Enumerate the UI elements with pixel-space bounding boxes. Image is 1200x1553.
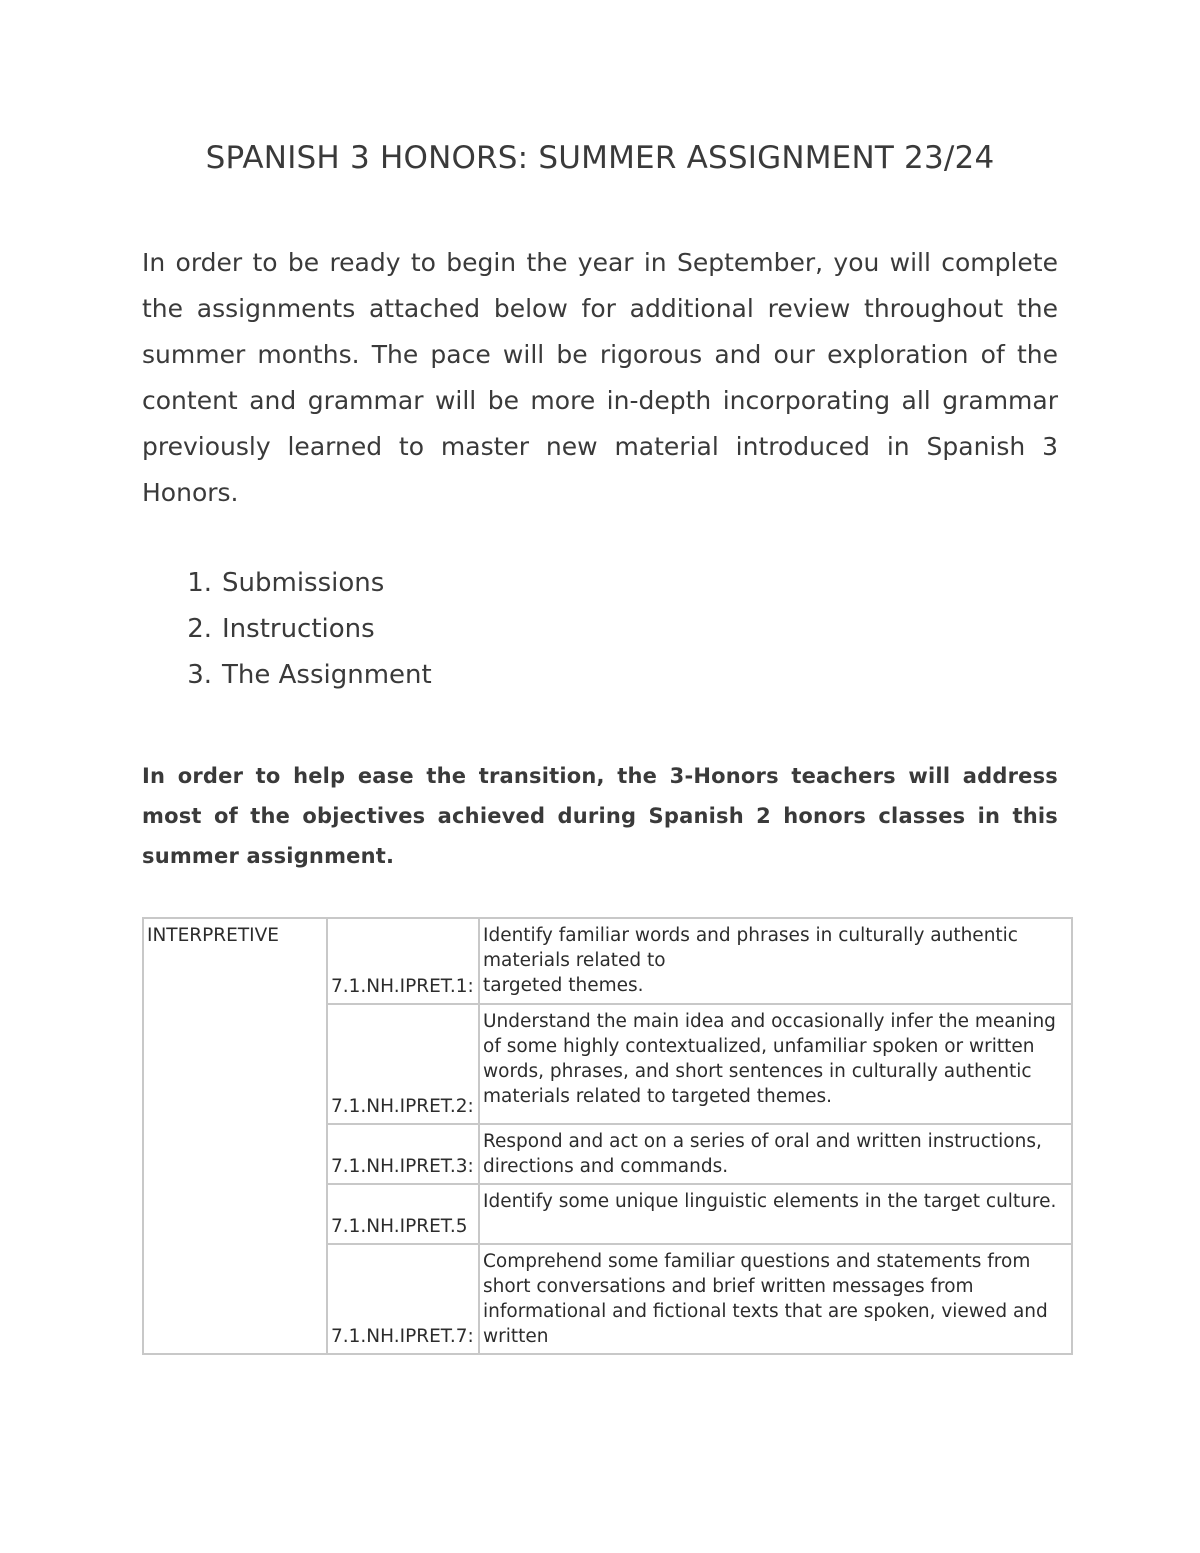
standard-description: Comprehend some familiar questions and statements from short conversations and brief written messages from informational and fictional texts that are spoken, viewed and written	[479, 1244, 1072, 1354]
list-item	[142, 652, 742, 698]
list-item	[142, 606, 742, 652]
transition-note: In order to help ease the transition, the 3-Honors teachers will address most of the objectives achieved during Spanish 2 honors classes in this summer assignment.	[142, 764, 1058, 868]
list-item	[142, 560, 742, 606]
standard-code: 7.1.NH.IPRET.5	[327, 1184, 479, 1244]
table-row	[143, 918, 1072, 1004]
list-number: 1.	[187, 568, 212, 598]
page-title: SPANISH 3 HONORS: SUMMER ASSIGNMENT 23/24	[205, 140, 995, 176]
standard-description: Respond and act on a series of oral and written instructions, directions and commands.	[479, 1124, 1072, 1184]
standard-description: Understand the main idea and occasionally infer the meaning of some highly contextualized, unfamiliar spoken or written words, phrases, and short sentences in culturally authentic materials related to targeted themes.	[479, 1004, 1072, 1124]
standard-code: 7.1.NH.IPRET.3:	[327, 1124, 479, 1184]
list-label: The Assignment	[222, 660, 432, 690]
standards-table	[142, 917, 1073, 1355]
contents-list	[142, 560, 742, 698]
standard-code: 7.1.NH.IPRET.7:	[327, 1244, 479, 1354]
list-number: 3.	[187, 660, 212, 690]
intro-paragraph: In order to be ready to begin the year in September, you will complete the assignments attached below for additional review throughout the summer months. The pace will be rigorous and our exploration of the content and grammar will be more in-depth incorporating all grammar previously learned to master new material introduced in Spanish 3 Honors.	[142, 248, 1058, 507]
list-label: Submissions	[222, 568, 385, 598]
list-label: Instructions	[222, 614, 375, 644]
standard-description: Identify some unique linguistic elements in the target culture.	[479, 1184, 1072, 1244]
standard-code: 7.1.NH.IPRET.1:	[327, 918, 479, 1004]
standard-code: 7.1.NH.IPRET.2:	[327, 1004, 479, 1124]
mode-cell: INTERPRETIVE	[143, 918, 327, 1354]
standard-description: Identify familiar words and phrases in culturally authentic materials related to targeted themes.	[479, 918, 1072, 1004]
list-number: 2.	[187, 614, 212, 644]
